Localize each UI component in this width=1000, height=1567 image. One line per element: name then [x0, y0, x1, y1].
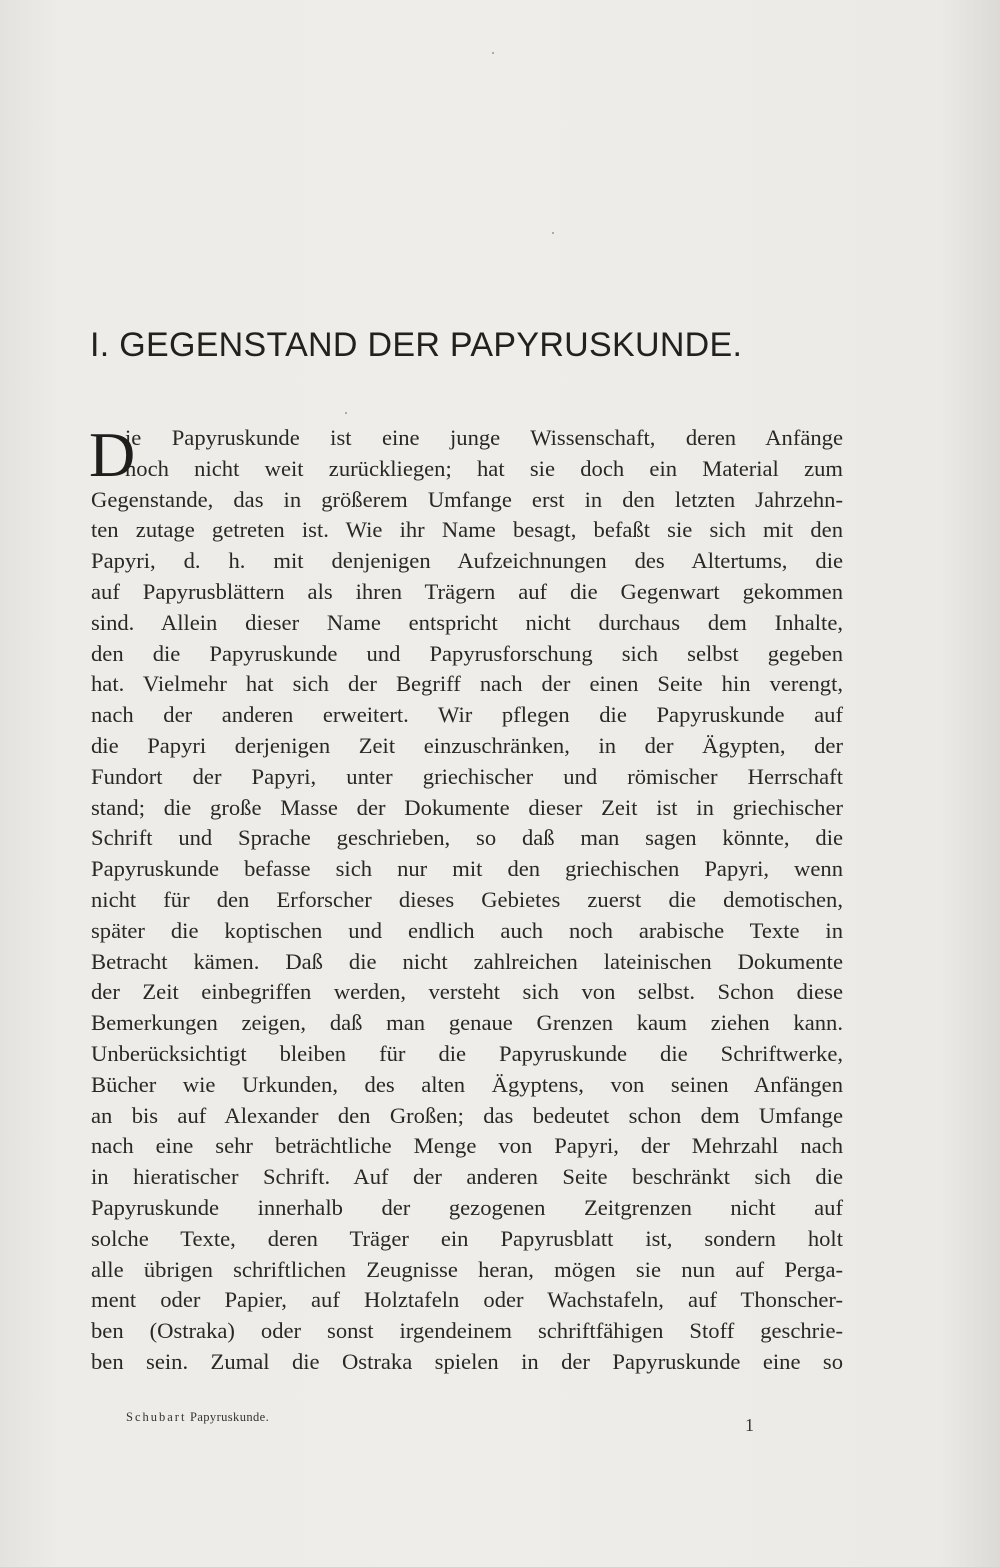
text-line: stand; die große Masse der Dokumente dieser Zeit ist in griechischer: [91, 794, 843, 820]
print-speck: [345, 412, 347, 414]
text-line: an bis auf Alexander den Großen; das bedeutet schon dem Umfange: [91, 1102, 843, 1128]
text-line: in hieratischer Schrift. Auf der anderen Seite beschränkt sich die: [91, 1164, 843, 1190]
drop-cap: D: [89, 419, 136, 490]
chapter-title: I. GEGENSTAND DER PAPYRUSKUNDE.: [90, 326, 743, 364]
text-line: die Papyri derjenigen Zeit einzuschränken, in der Ägypten, der: [91, 732, 843, 758]
footer-book-title: Papyruskunde.: [189, 1410, 270, 1424]
text-line: Papyruskunde befasse sich nur mit den griechischen Papyri, wenn: [91, 856, 843, 882]
text-line: Bücher wie Urkunden, des alten Ägyptens, von seinen Anfängen: [91, 1071, 843, 1097]
text-line: später die koptischen und endlich auch noch arabische Texte in: [91, 917, 843, 943]
text-line: Gegenstande, das in größerem Umfange erst in den letzten Jahrzehn-: [91, 486, 843, 512]
text-line: alle übrigen schriftlichen Zeugnisse heran, mögen sie nun auf Perga-: [91, 1256, 843, 1282]
text-line: ben (Ostraka) oder sonst irgendeinem schriftfähigen Stoff geschrie-: [91, 1318, 843, 1344]
text-line: der Zeit einbegriffen werden, versteht sich von selbst. Schon diese: [91, 979, 843, 1005]
text-line: ie Papyruskunde ist eine junge Wissenschaft, deren Anfänge: [125, 425, 843, 450]
text-line: nach eine sehr beträchtliche Menge von Papyri, der Mehrzahl nach: [91, 1133, 843, 1159]
page-number: 1: [745, 1415, 754, 1435]
footer-author: Schubart: [126, 1410, 187, 1424]
text-line: ment oder Papier, auf Holztafeln oder Wachstafeln, auf Thonscher-: [91, 1287, 843, 1313]
text-line: Bemerkungen zeigen, daß man genaue Grenzen kaum ziehen kann.: [91, 1010, 843, 1036]
text-line: nach der anderen erweitert. Wir pflegen die Papyruskunde auf: [91, 702, 843, 728]
text-line: hat. Vielmehr hat sich der Begriff nach der einen Seite hin verengt,: [91, 671, 843, 697]
text-line: noch nicht weit zurückliegen; hat sie doch ein Material zum: [125, 455, 843, 481]
text-line: Papyruskunde innerhalb der gezogenen Zeitgrenzen nicht auf: [91, 1194, 843, 1220]
text-line: den die Papyruskunde und Papyrusforschung sich selbst gegeben: [91, 640, 843, 666]
text-line: sind. Allein dieser Name entspricht nicht durchaus dem Inhalte,: [91, 609, 843, 635]
text-line: Schrift und Sprache geschrieben, so daß man sagen könnte, die: [91, 825, 843, 851]
text-line: ben sein. Zumal die Ostraka spielen in der Papyruskunde eine so: [91, 1348, 843, 1374]
text-line: Unberücksichtigt bleiben für die Papyruskunde die Schriftwerke,: [91, 1040, 843, 1066]
body-paragraph: [89, 419, 843, 1378]
text-line: ten zutage getreten ist. Wie ihr Name besagt, befaßt sie sich mit den: [91, 517, 843, 543]
text-line: Betracht kämen. Daß die nicht zahlreichen lateinischen Dokumente: [91, 948, 843, 974]
text-line: solche Texte, deren Träger ein Papyrusblatt ist, sondern holt: [91, 1225, 843, 1251]
text-line: Papyri, d. h. mit denjenigen Aufzeichnungen des Altertums, die: [91, 548, 843, 574]
print-speck: [492, 52, 494, 54]
running-footer: [126, 1410, 269, 1425]
text-line: auf Papyrusblättern als ihren Trägern auf die Gegenwart gekommen: [91, 578, 843, 604]
text-line: Fundort der Papyri, unter griechischer und römischer Herrschaft: [91, 763, 843, 789]
text-line: nicht für den Erforscher dieses Gebietes zuerst die demotischen,: [91, 886, 843, 912]
print-speck: [552, 232, 554, 234]
